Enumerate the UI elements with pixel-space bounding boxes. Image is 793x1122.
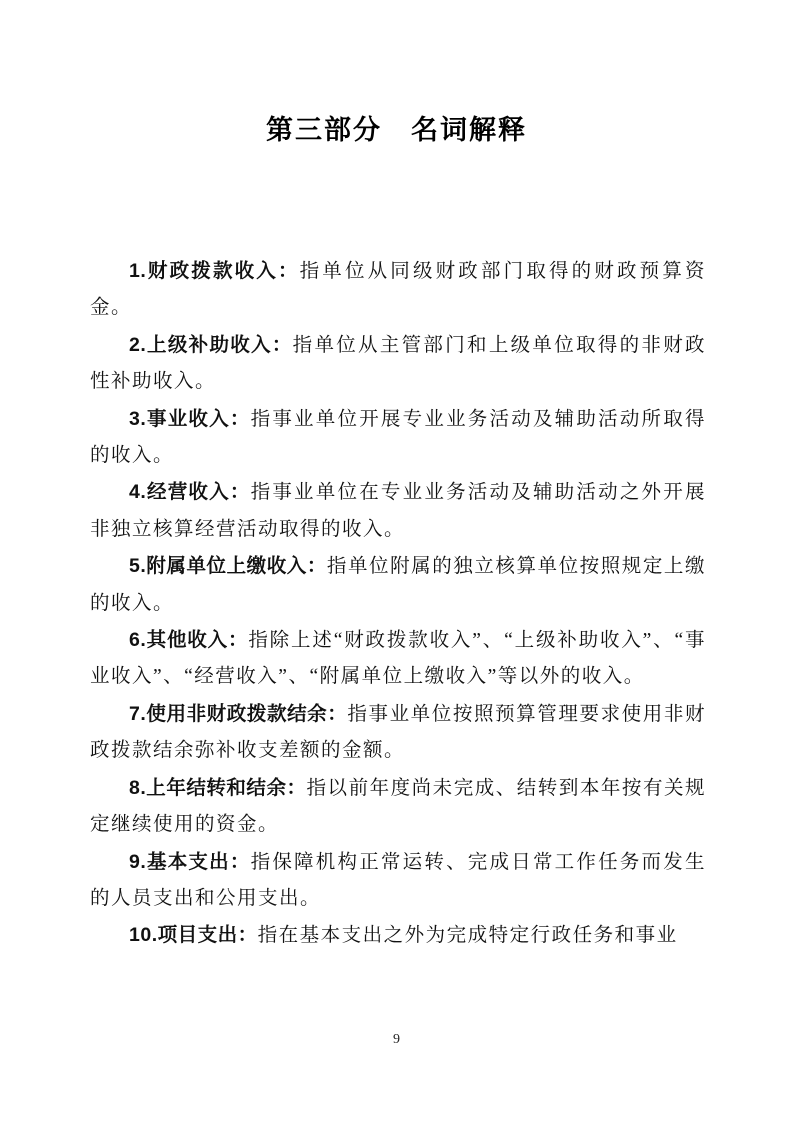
- term-item-6: [90, 622, 706, 696]
- term-label: 10.项目支出：: [129, 924, 258, 947]
- term-label: 4.经营收入：: [129, 481, 251, 504]
- terms-list: [90, 253, 706, 955]
- term-definition: 指除上述“财政拨款收入”、“上级补助收入”、“事业收入”、“经营收入”、“附属单位上缴收入”等以外的收入。: [90, 630, 706, 688]
- term-item-1: [90, 253, 706, 327]
- term-label: 8.上年结转和结余：: [129, 776, 307, 799]
- term-item-10: [90, 917, 706, 954]
- term-definition: 指在基本支出之外为完成特定行政任务和事业: [257, 925, 678, 947]
- term-item-3: [90, 401, 706, 475]
- term-item-9: [90, 844, 706, 918]
- term-definition: 指单位附属的独立核算单位按照规定上缴的收入。: [90, 556, 706, 614]
- term-definition: 指事业单位开展专业业务活动及辅助活动所取得的收入。: [90, 408, 706, 467]
- term-item-8: [90, 770, 706, 844]
- page-title: 第三部分 名词解释: [266, 115, 527, 145]
- term-label: 3.事业收入：: [129, 407, 251, 430]
- term-definition: 指单位从同级财政部门取得的财政预算资金。: [90, 261, 706, 319]
- term-label: 5.附属单位上缴收入：: [129, 555, 327, 578]
- term-label: 7.使用非财政拨款结余：: [129, 702, 348, 725]
- term-definition: 指保障机构正常运转、完成日常工作任务而发生的人员支出和公用支出。: [90, 851, 706, 909]
- term-definition: 指单位从主管部门和上级单位取得的非财政性补助收入。: [90, 334, 706, 393]
- term-item-2: [90, 327, 706, 401]
- term-definition: 指以前年度尚未完成、结转到本年按有关规定继续使用的资金。: [90, 777, 706, 836]
- term-definition: 指事业单位在专业业务活动及辅助活动之外开展非独立核算经营活动取得的收入。: [90, 482, 706, 540]
- term-item-4: [90, 474, 706, 548]
- term-item-5: [90, 548, 706, 622]
- term-label: 9.基本支出：: [129, 850, 251, 873]
- term-label: 6.其他收入：: [129, 629, 249, 652]
- term-definition: 指事业单位按照预算管理要求使用非财政拨款结余弥补收支差额的金额。: [90, 703, 706, 762]
- page-number: 9: [393, 1032, 400, 1047]
- term-label: 1.财政拨款收入：: [129, 260, 300, 282]
- term-label: 2.上级补助收入：: [129, 333, 293, 356]
- term-item-7: [90, 696, 706, 770]
